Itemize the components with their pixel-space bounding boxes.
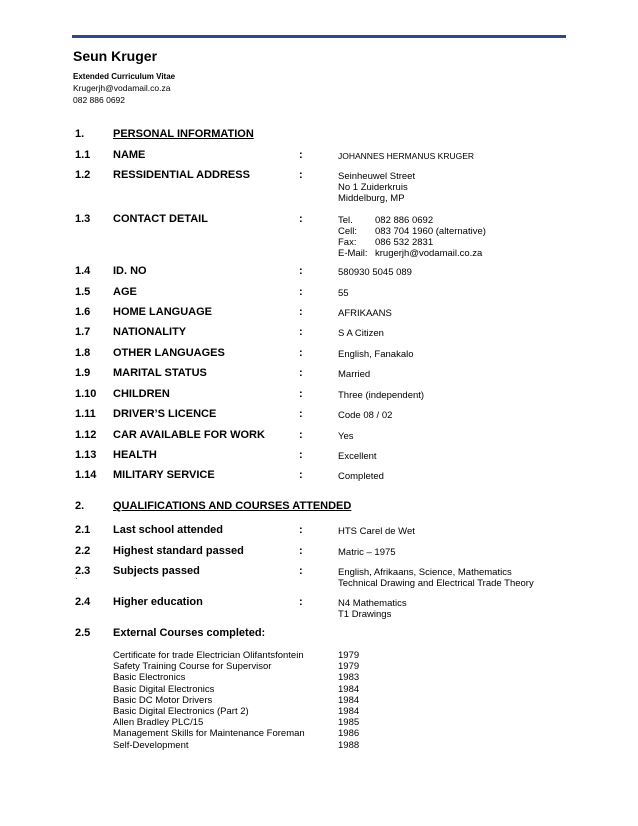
course-name: Basic Digital Electronics (Part 2) — [113, 705, 249, 717]
header-rule — [72, 35, 566, 38]
field-label: External Courses completed: — [113, 627, 266, 639]
field-value: HTS Carel de Wet — [338, 526, 415, 537]
course-name: Basic DC Motor Drivers — [113, 694, 213, 706]
field-value: AFRIKAANS — [338, 308, 392, 319]
list-item — [113, 717, 413, 728]
course-name: Safety Training Course for Supervisor — [113, 661, 272, 673]
field-label: CONTACT DETAIL — [113, 213, 208, 225]
subjects-lines — [338, 567, 534, 589]
contact-value: 082 886 0692 — [375, 215, 434, 226]
higher-education-line: N4 Mathematics — [338, 598, 407, 609]
field-number: 1.14 — [75, 469, 97, 481]
field-number: 2.2 — [75, 545, 91, 557]
field-value: 580930 5045 089 — [338, 267, 412, 278]
field-label: AGE — [113, 286, 137, 298]
field-value: Matric – 1975 — [338, 547, 396, 558]
field-label: ID. NO — [113, 265, 147, 277]
field-label: OTHER LANGUAGES — [113, 347, 225, 359]
field-label: RESSIDENTIAL ADDRESS — [113, 169, 250, 181]
field-label: DRIVER’S LICENCE — [113, 408, 217, 420]
contact-key: Fax: — [338, 237, 357, 248]
course-name: Management Skills for Maintenance Foreman — [113, 728, 305, 740]
section-title: QUALIFICATIONS AND COURSES ATTENDED — [113, 500, 352, 512]
field-label: CAR AVAILABLE FOR WORK — [113, 429, 265, 441]
field-number: 2.3 — [75, 565, 91, 577]
course-year: 1979 — [338, 661, 360, 673]
list-item — [113, 672, 413, 683]
field-number: 2.1 — [75, 524, 91, 536]
field-value: Excellent — [338, 451, 377, 462]
address-line: Middelburg, MP — [338, 193, 405, 204]
field-number: 1.5 — [75, 286, 91, 298]
cv-header — [73, 48, 175, 107]
field-label: MARITAL STATUS — [113, 367, 207, 379]
field-value: Yes — [338, 431, 354, 442]
field-number: 1.2 — [75, 169, 91, 181]
field-label: HEALTH — [113, 449, 157, 461]
field-label: MILITARY SERVICE — [113, 469, 215, 481]
contact-key: E-Mail: — [338, 248, 368, 259]
field-number: 2.5 — [75, 627, 91, 639]
address-line: Seinheuwel Street — [338, 171, 416, 182]
section-number: 1. — [75, 128, 85, 140]
field-colon: : — [299, 265, 303, 277]
course-name: Basic Electronics — [113, 672, 186, 684]
field-label: HOME LANGUAGE — [113, 306, 212, 318]
field-label: NATIONALITY — [113, 326, 187, 338]
field-colon: : — [299, 169, 303, 181]
course-year: 1984 — [338, 683, 360, 695]
field-colon: : — [299, 429, 303, 441]
list-item — [113, 650, 413, 661]
course-year: 1984 — [338, 705, 360, 717]
field-label: Last school attended — [113, 524, 224, 536]
course-year: 1988 — [338, 739, 360, 751]
contact-value: krugerjh@vodamail.co.za — [375, 248, 483, 259]
field-colon: : — [299, 565, 303, 577]
course-name: Self-Development — [113, 739, 189, 751]
section-title: PERSONAL INFORMATION — [113, 128, 254, 140]
contact-key: Cell: — [338, 226, 358, 237]
field-number: 1.7 — [75, 326, 91, 338]
contact-value: 083 704 1960 (alternative) — [375, 226, 486, 237]
field-colon: : — [299, 306, 303, 318]
field-value: 55 — [338, 288, 349, 299]
contact-key: Tel. — [338, 215, 353, 226]
list-item — [113, 728, 413, 739]
field-number: 2.4 — [75, 596, 91, 608]
field-number: 1.3 — [75, 213, 91, 225]
person-name: Seun Kruger — [73, 48, 158, 64]
address-lines — [338, 171, 415, 204]
list-item — [113, 661, 413, 672]
field-colon: : — [299, 408, 303, 420]
field-colon: : — [299, 388, 303, 400]
address-line: No 1 Zuiderkruis — [338, 182, 408, 193]
course-year: 1985 — [338, 717, 360, 729]
field-label: Subjects passed — [113, 565, 200, 577]
field-colon: : — [299, 326, 303, 338]
field-number: 1.4 — [75, 265, 91, 277]
field-value: English, Fanakalo — [338, 349, 414, 360]
field-colon: : — [299, 449, 303, 461]
course-name: Allen Bradley PLC/15 — [113, 717, 204, 729]
field-number: 1.12 — [75, 429, 97, 441]
field-colon: : — [299, 596, 303, 608]
field-value: S A Citizen — [338, 328, 384, 339]
field-label: CHILDREN — [113, 388, 170, 400]
course-year: 1983 — [338, 672, 360, 684]
field-label: Highest standard passed — [113, 545, 244, 557]
field-value: Code 08 / 02 — [338, 410, 393, 421]
field-colon: : — [299, 545, 303, 557]
contact-details — [338, 215, 486, 259]
list-item — [113, 684, 413, 695]
field-label: NAME — [113, 149, 146, 161]
field-colon: : — [299, 347, 303, 359]
field-value: Three (independent) — [338, 390, 425, 401]
field-value: Completed — [338, 471, 384, 482]
field-colon: : — [299, 367, 303, 379]
field-number: 1.10 — [75, 388, 97, 400]
field-colon: : — [299, 149, 303, 161]
list-item — [113, 706, 413, 717]
higher-education-line: T1 Drawings — [338, 609, 392, 620]
list-item — [113, 740, 413, 751]
field-number: 1.11 — [75, 408, 96, 420]
field-number: 1.13 — [75, 449, 97, 461]
course-year: 1984 — [338, 694, 360, 706]
course-year: 1979 — [338, 650, 360, 661]
field-number: 1.9 — [75, 367, 91, 379]
higher-education-lines — [338, 598, 407, 620]
contact-value: 086 532 2831 — [375, 237, 434, 248]
field-colon: : — [299, 286, 303, 298]
field-number: 1.8 — [75, 347, 91, 359]
cv-subtitle: Extended Curriculum Vitae — [73, 72, 176, 81]
field-colon: : — [299, 524, 303, 536]
courses-list — [113, 650, 413, 751]
header-email: Krugerjh@vodamail.co.za — [73, 83, 171, 93]
field-value: Married — [338, 369, 371, 380]
section-number: 2. — [75, 500, 85, 512]
subjects-line: Technical Drawing and Electrical Trade Theory — [338, 578, 534, 589]
field-colon: : — [299, 469, 303, 481]
header-phone: 082 886 0692 — [73, 95, 125, 105]
course-name: Certificate for trade Electrician Olifantsfontein — [113, 650, 304, 661]
field-label: Higher education — [113, 596, 203, 608]
course-year: 1986 — [338, 728, 360, 740]
field-number: 1.1 — [75, 149, 91, 161]
list-item — [113, 695, 413, 706]
stray-mark: ` — [75, 577, 78, 586]
field-value: JOHANNES HERMANUS KRUGER — [338, 151, 475, 161]
field-colon: : — [299, 213, 303, 225]
subjects-line: English, Afrikaans, Science, Mathematics — [338, 567, 512, 578]
field-number: 1.6 — [75, 306, 91, 318]
course-name: Basic Digital Electronics — [113, 683, 215, 695]
